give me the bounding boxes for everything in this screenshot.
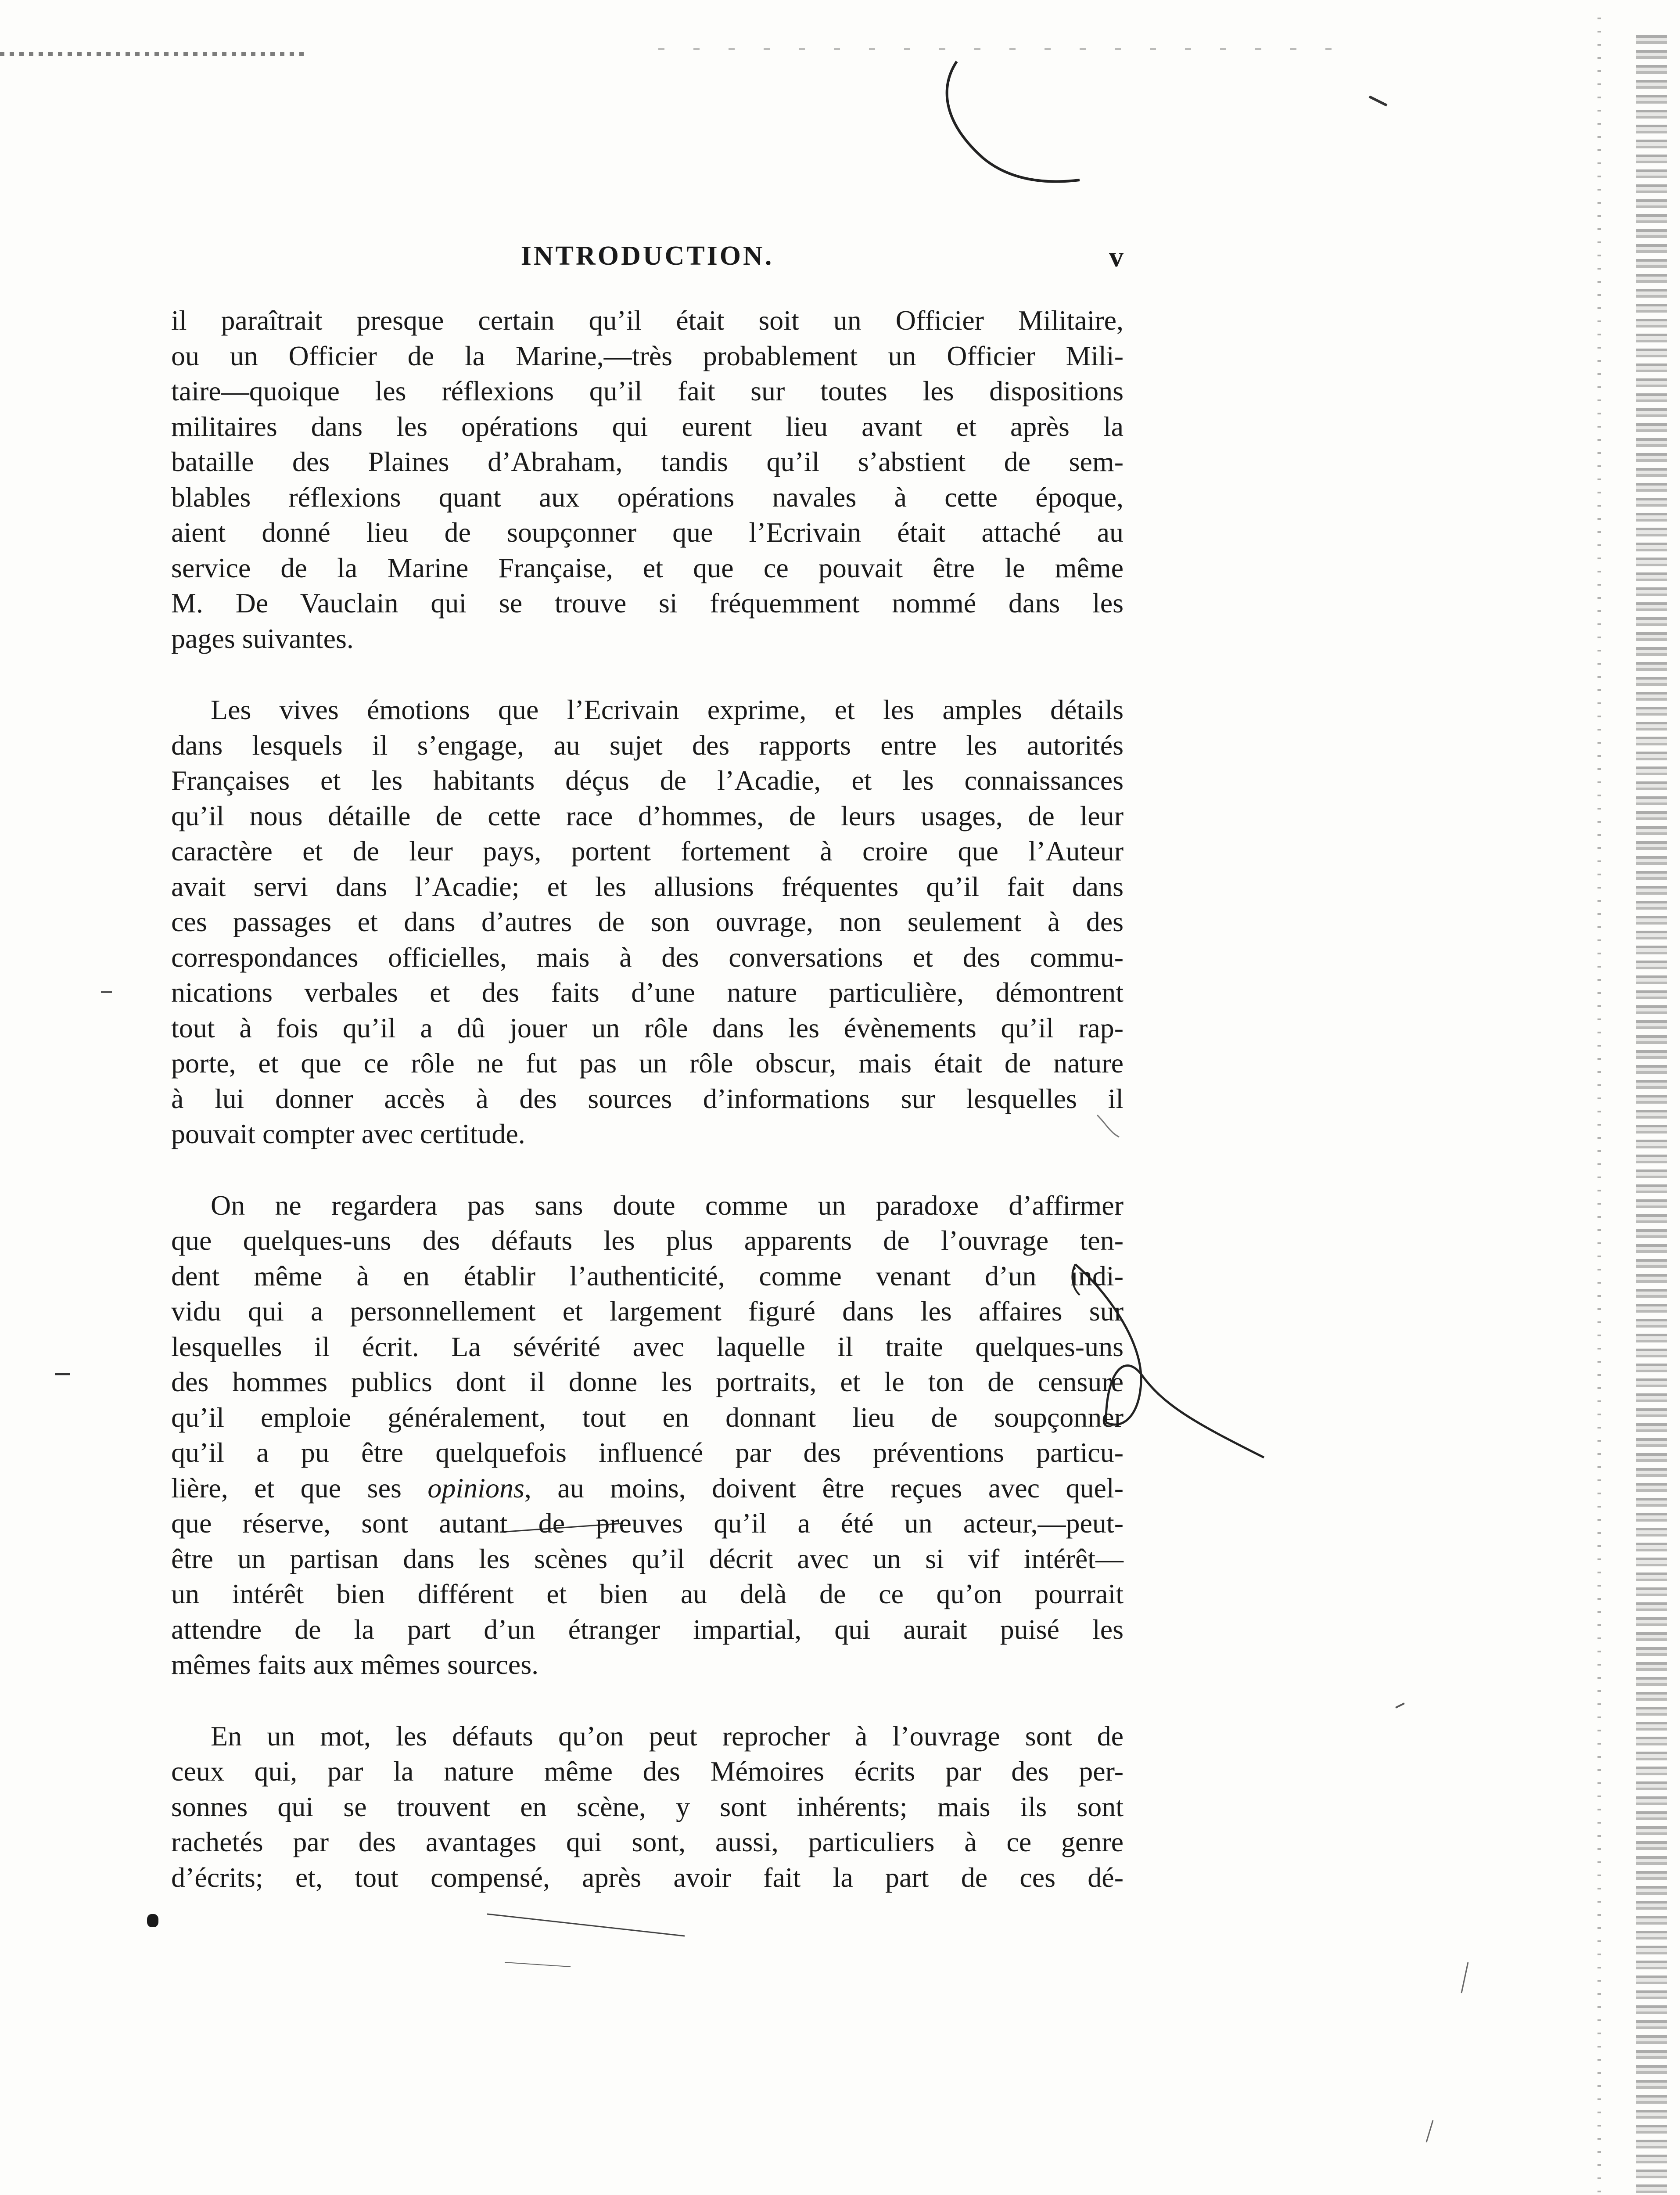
text-line: blables réflexions quant aux opérations navales à cette époque, [171, 481, 1124, 513]
text-line: Françaises et les habitants déçus de l’Acadie, et les connaissances [171, 765, 1124, 796]
text-line: avait servi dans l’Acadie; et les allusions fréquentes qu’il fait dans [171, 871, 1124, 902]
italic-word: opinions [427, 1472, 524, 1504]
text-line: pages suivantes. [171, 623, 354, 654]
text-line: ces passages et dans d’autres de son ouvrage, non seulement à des [171, 906, 1124, 937]
page-number: v [1109, 241, 1124, 273]
text-line: taire—quoique les réflexions qu’il fait sur toutes les dispositions [171, 375, 1124, 407]
text-line: un intérêt bien différent et bien au delà de ce qu’on pourrait [171, 1578, 1124, 1609]
text-line: pouvait compter avec certitude. [171, 1118, 525, 1149]
text-line: aient donné lieu de soupçonner que l’Ecrivain était attaché au [171, 517, 1124, 548]
text-segment: , au moins, doivent être reçues avec quel- [524, 1472, 1124, 1504]
text-line: Les vives émotions que l’Ecrivain exprime, et les amples détails [211, 694, 1124, 725]
scan-edge-line-right [1597, 18, 1601, 2195]
text-line: sonnes qui se trouvent en scène, y sont inhérents; mais ils sont [171, 1791, 1124, 1822]
text-line: On ne regardera pas sans doute comme un paradoxe d’affirmer [211, 1189, 1124, 1221]
text-line: mêmes faits aux mêmes sources. [171, 1649, 539, 1680]
text-line: M. De Vauclain qui se trouve si fréquemment nommé dans les [171, 587, 1124, 619]
text-line: attendre de la part d’un étranger impartial, qui aurait puisé les [171, 1613, 1124, 1645]
text-line: porte, et que ce rôle ne fut pas un rôle obscur, mais était de nature [171, 1047, 1124, 1079]
text-line: être un partisan dans les scènes qu’il décrit avec un si vif intérêt— [171, 1543, 1124, 1574]
paragraph-3 [171, 1188, 1124, 1683]
text-line: il paraîtrait presque certain qu’il était soit un Officier Militaire, [171, 305, 1124, 336]
text-line: vidu qui a personnellement et largement figuré dans les affaires sur [171, 1295, 1124, 1327]
scan-edge-mark-top-right [658, 48, 1361, 50]
scan-edge-mark-top [0, 52, 307, 56]
text-line: qu’il emploie généralement, tout en donnant lieu de soupçonner [171, 1401, 1124, 1433]
text-segment: lière, et que ses [171, 1472, 428, 1504]
text-line: lesquelles il écrit. La sévérité avec laquelle il traite quelques-uns [171, 1331, 1124, 1362]
text-line: bataille des Plaines d’Abraham, tandis qu’il s’abstient de sem- [171, 446, 1124, 477]
text-line: que réserve, sont autant de preuves qu’il a été un acteur,—peut- [171, 1508, 1124, 1539]
text-line: d’écrits; et, tout compensé, après avoir fait la part de ces dé- [171, 1861, 1124, 1893]
text-line: qu’il a pu être quelquefois influencé par des préventions particu- [171, 1437, 1124, 1468]
running-title: INTRODUCTION. [521, 241, 774, 271]
text-line: correspondances officielles, mais à des conversations et des commu- [171, 941, 1124, 973]
text-line: tout à fois qu’il a dû jouer un rôle dans les évènements qu’il rap- [171, 1012, 1124, 1044]
scan-edge-binding-right [1636, 35, 1667, 2195]
paragraph-1 [171, 303, 1124, 656]
text-line: ou un Officier de la Marine,—très probablement un Officier Mili- [171, 340, 1124, 371]
text-line: dent même à en établir l’authenticité, comme venant d’un indi- [171, 1260, 1124, 1292]
text-line: militaires dans les opérations qui eurent lieu avant et après la [171, 410, 1124, 442]
text-line [171, 1471, 1124, 1506]
paragraph-2 [171, 692, 1124, 1152]
text-line: des hommes publics dont il donne les portraits, et le ton de censure [171, 1366, 1124, 1397]
text-line: En un mot, les défauts qu’on peut reprocher à l’ouvrage sont de [211, 1720, 1124, 1752]
text-line: dans lesquels il s’engage, au sujet des rapports entre les autorités [171, 729, 1124, 761]
body-text [171, 303, 1124, 1895]
text-line: caractère et de leur pays, portent fortement à croire que l’Auteur [171, 835, 1124, 867]
text-line: nications verbales et des faits d’une nature particulière, démontrent [171, 977, 1124, 1008]
running-header [171, 241, 1124, 280]
text-line: ceux qui, par la nature même des Mémoires écrits par des per- [171, 1756, 1124, 1787]
text-line: à lui donner accès à des sources d’informations sur lesquelles il [171, 1083, 1124, 1114]
text-line: qu’il nous détaille de cette race d’hommes, de leurs usages, de leur [171, 800, 1124, 831]
ink-blot [147, 1914, 158, 1927]
text-line: service de la Marine Française, et que ce pouvait être le même [171, 552, 1124, 583]
paragraph-4 [171, 1719, 1124, 1896]
text-line: rachetés par des avantages qui sont, aussi, particuliers à ce genre [171, 1826, 1124, 1857]
text-line: que quelques-uns des défauts les plus apparents de l’ouvrage ten- [171, 1225, 1124, 1256]
